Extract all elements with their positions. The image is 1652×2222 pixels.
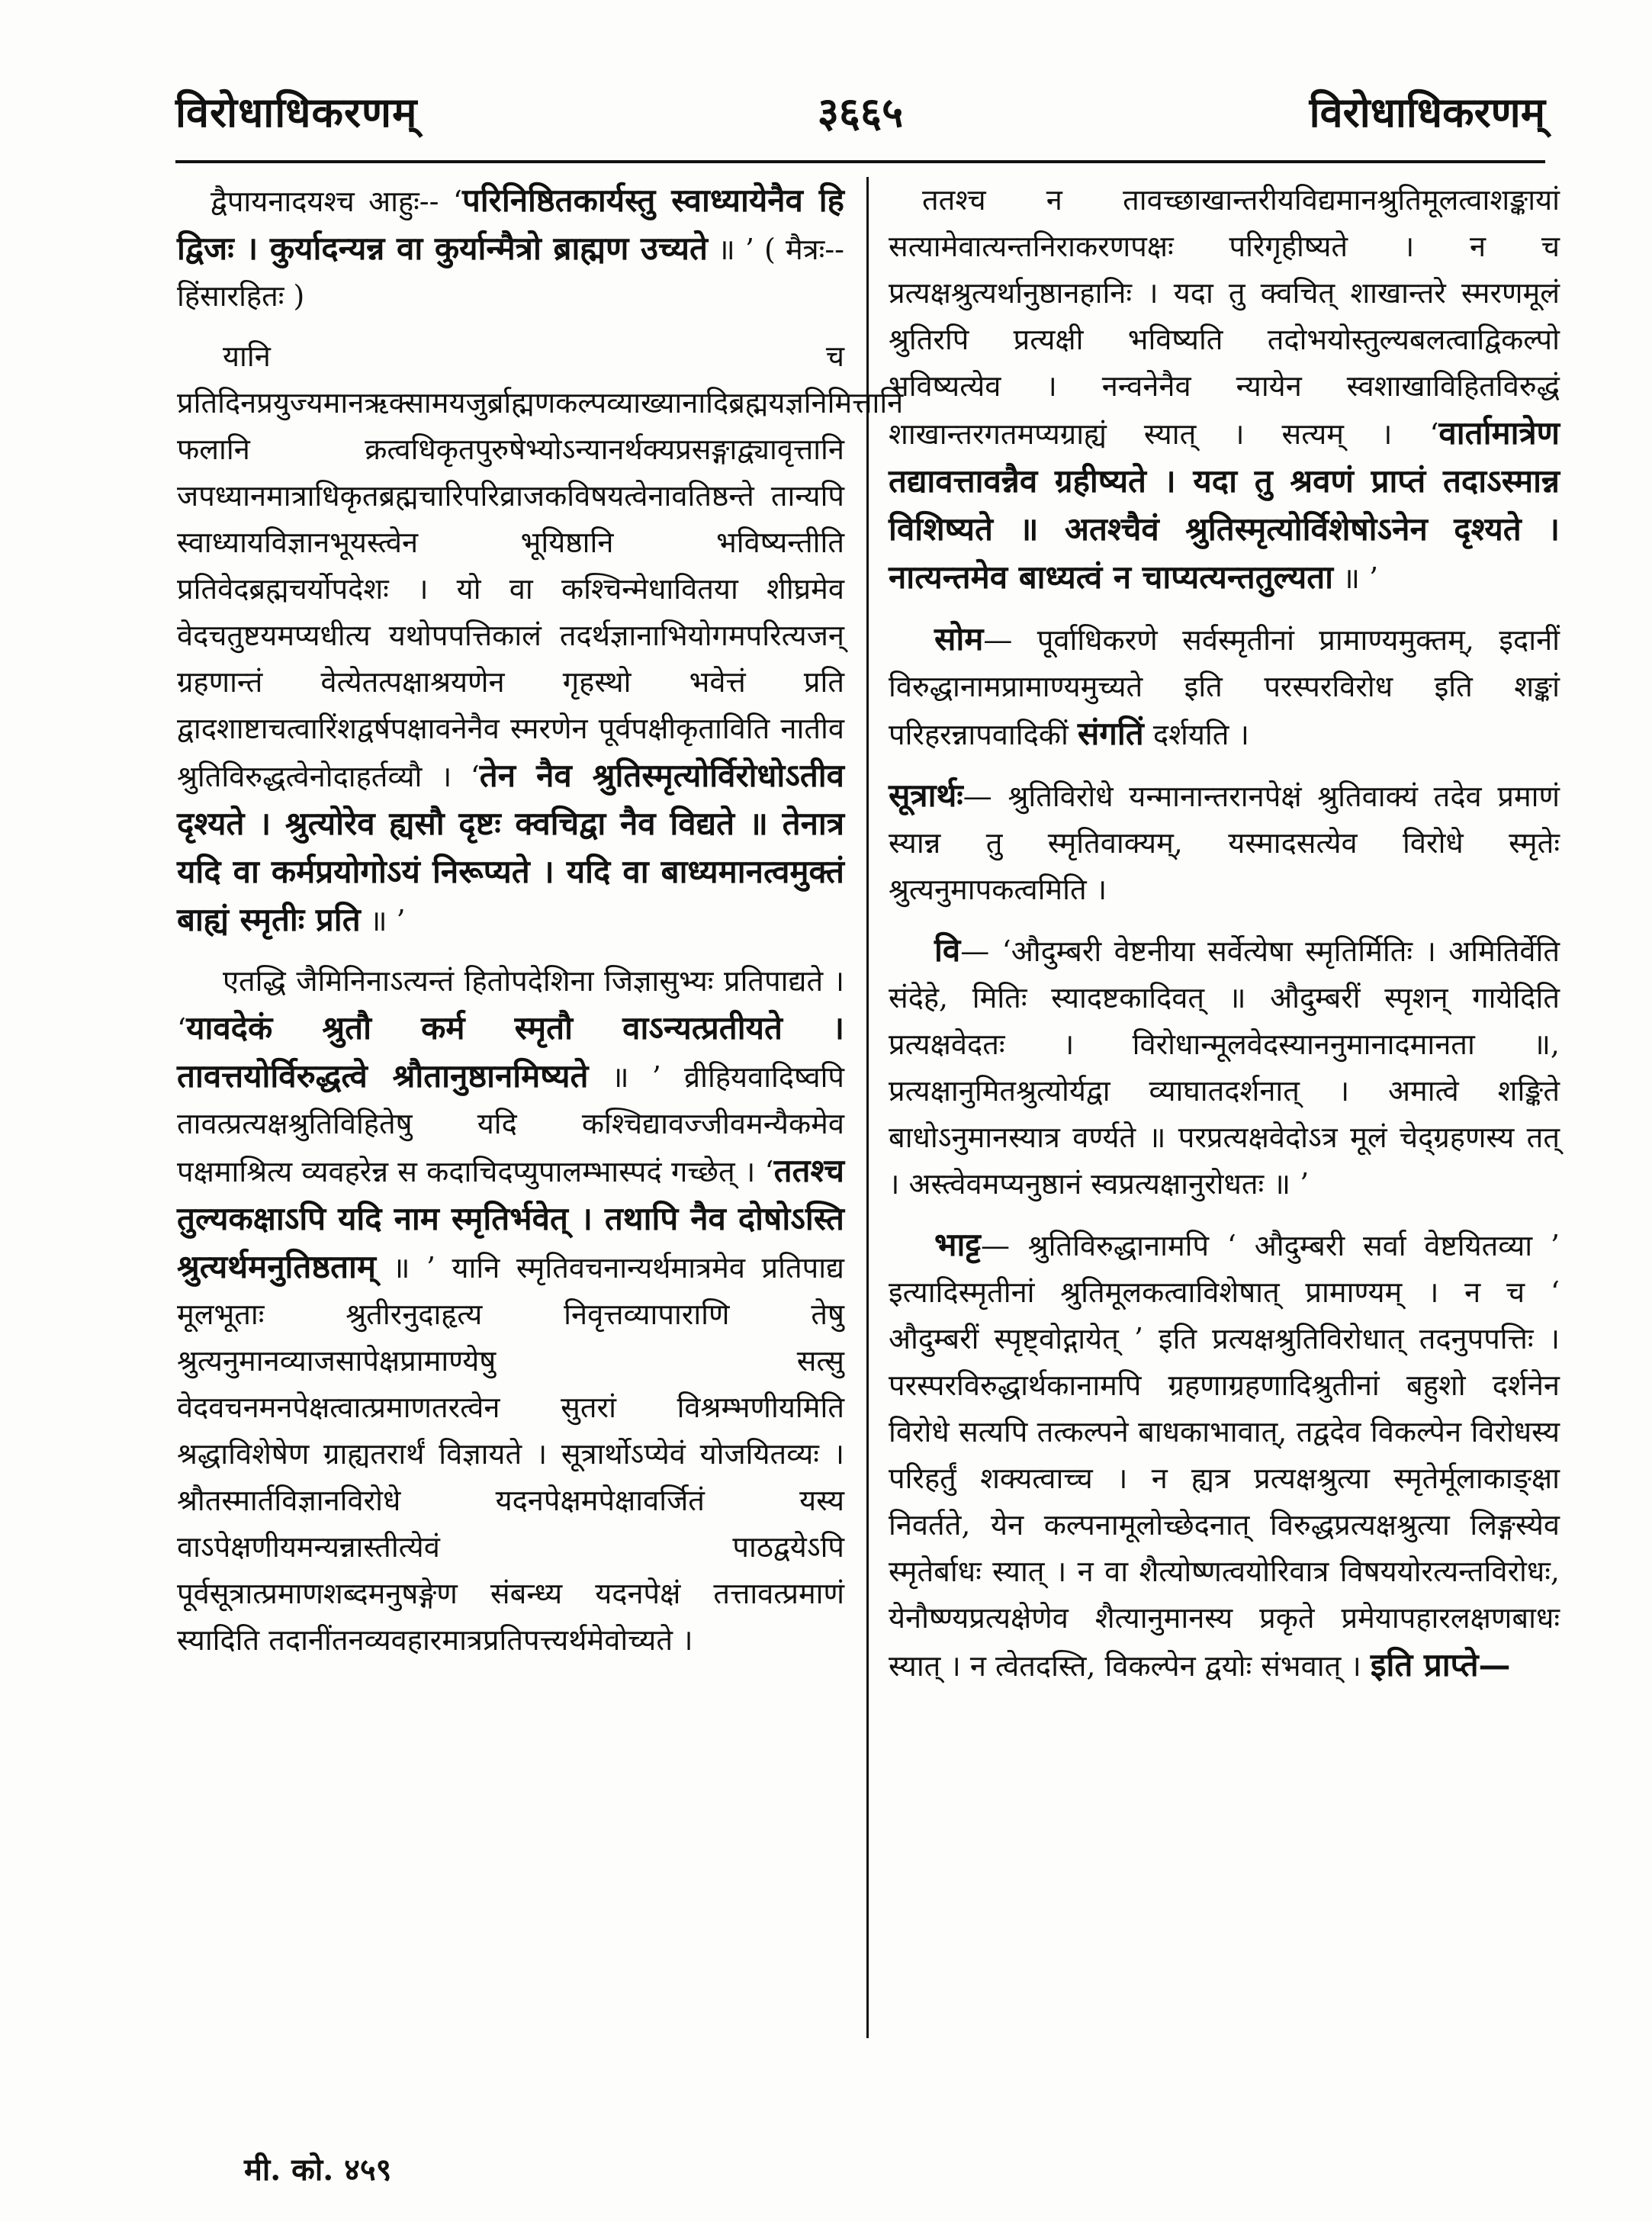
right-paragraph-bhatta	[889, 1221, 1560, 1690]
header-title-right: विरोधाधिकरणम्	[1309, 88, 1545, 137]
som-text: — पूर्वाधिकरणे सर्वस्मृतीनां प्रामाण्यमुक्तम्, इदानीं विरुद्धानामप्रामाण्यमुच्यते इति परस्परविरोध इति शङ्कां परिहरन्नापवादिकीं	[889, 623, 1560, 751]
footer-signature: मी. को. ४५९	[244, 2152, 392, 2188]
sutrartha-text: — श्रुतिविरोधे यन्मानान्तरानपेक्षं श्रुतिवाक्यं तदेव प्रमाणं स्यान्न तु स्मृतिवाक्यम्, यस्मादसत्येव विरोधे स्मृतेः श्रुत्यनुमापकत्वमिति ।	[889, 780, 1560, 906]
left-p3-quote-1: यावदेकं श्रुतौ कर्म स्मृतौ वाऽन्यत्प्रतीयते । तावत्तयोर्विरुद्धत्वे श्रौतानुष्ठानमिष्यते	[177, 1009, 844, 1095]
som-tail: दर्शयति ।	[1143, 718, 1249, 751]
header-title-left: विरोधाधिकरणम्	[175, 88, 418, 137]
right-p1-tail: ॥ ’	[1333, 561, 1379, 595]
left-paragraph-3	[177, 958, 844, 1664]
vi-text: — ‘औदुम्बरी वेष्टनीया सर्वेत्येषा स्मृतिर्मितिः । अमितिर्वेति संदेहे, मितिः स्यादष्टकादिवत् ॥ औदुम्बरीं स्पृशन् गायेदिति प्रत्यक्षवेदतः । विरोधान्मूलवेदस्याननुमानादमानता ॥, प्रत्यक्षानुमितश्रुत्योर्यद्वा व्याघातदर्शनात् । अमात्वे शङ्किते बाधोऽनुमानस्यात्र वर्ण्यते ॥ परप्रत्यक्षवेदोऽत्र मूलं चेद्ग्रहणस्य तत् । अस्त्वेवमप्यनुष्ठानं स्वप्रत्यक्षानुरोधतः ॥ ’	[889, 934, 1560, 1201]
left-p3-lead: एतद्धि जैमिनिनाऽत्यन्तं हितोपदेशिना जिज्ञासुभ्यः प्रतिपाद्यते । ‘	[177, 964, 844, 1046]
left-column	[177, 177, 904, 1677]
right-column	[889, 177, 1560, 1703]
right-paragraph-sutrartha	[889, 772, 1560, 913]
header-rule	[175, 160, 1545, 163]
left-paragraph-2	[177, 333, 904, 944]
left-p1-quote: परिनिष्ठितकार्यस्तु स्वाध्यायेनैव हि द्विजः । कुर्यादन्यन्न वा कुर्यान्मैत्रो ब्राह्मण उच्यते	[177, 182, 844, 267]
page-number: ३६६५	[817, 88, 904, 137]
left-paragraph-1	[177, 177, 844, 320]
vi-label: वि	[934, 931, 961, 969]
bhatta-end: इति प्राप्ते—	[1370, 1646, 1511, 1683]
right-p1-quote: वार्तामात्रेण तद्यावत्तावन्नैव ग्रहीष्यते । यदा तु श्रवणं प्राप्तं तदाऽस्मान्न विशिष्यते ॥ अतश्चैवं श्रुतिस्मृत्योर्विशेषोऽनेन दृश्यते । नात्यन्तमेव बाध्यत्वं न चाप्यत्यन्ततुल्यता	[889, 414, 1560, 596]
bhatta-text: — श्रुतिविरुद्धानामपि ‘ औदुम्बरी सर्वा वेष्टयितव्या ’ इत्यादिस्मृतीनां श्रुतिमूलकत्वाविशेषात् प्रामाण्यम् । न च ‘ औदुम्बरीं स्पृष्ट्वोद्गायेत् ’ इति प्रत्यक्षश्रुतिविरोधात् तदनुपपत्तिः । परस्परविरुद्धार्थकानामपि ग्रहणाग्रहणादिश्रुतीनां बहुशो दर्शनेन विरोधे सत्यपि तत्कल्पने बाधकाभावात्, तद्वदेव विकल्पेन विरोधस्य परिहर्तुं शक्यत्वाच्च । न ह्यत्र प्रत्यक्षश्रुत्या स्मृतेर्मूलाकाङ्क्षा निवर्तते, येन कल्पनामूलोच्छेदनात् विरुद्धप्रत्यक्षश्रुत्या लिङ्गस्येव स्मृतेर्बाधः स्यात् । न वा शैत्योष्णत्वयोरिवात्र विषययोरत्यन्तविरोधः, येनौष्ण्यप्रत्यक्षेणेव शैत्यानुमानस्य प्रकृते प्रमेयापहारलक्षणबाधः स्यात् । न त्वेतदस्ति, विकल्पेन द्वयोः संभवात् ।	[889, 1229, 1560, 1683]
left-p3-quote-2: ततश्च तुल्यकक्षाऽपि यदि नाम स्मृतिर्भवेत् । तथापि नैव दोषोऽस्ति श्रुत्यर्थमनुतिष्ठताम्	[177, 1152, 844, 1285]
left-p1-lead: द्वैपायनादयश्च आहुः-- ‘	[211, 185, 462, 218]
left-p2-text: यानि च प्रतिदिनप्रयुज्यमानऋक्सामयजुर्ब्राह्मणकल्पव्याख्यानादिब्रह्मयज्ञनिमित्तानि फलानि क्रत्वधिकृतपुरुषेभ्योऽन्यानर्थक्यप्रसङ्गाद्व्यावृत्तानि जपध्यानमात्राधिकृतब्रह्मचारिपरिव्राजकविषयत्वेनावतिष्ठन्ते तान्यपि स्वाध्यायविज्ञानभूयस्त्वेन भूयिष्ठानि भविष्यन्तीति प्रतिवेदब्रह्मचर्योपदेशः । यो वा कश्चिन्मेधावितया शीघ्रमेव वेदचतुष्टयमप्यधीत्य यथोपपत्तिकालं तदर्थज्ञानाभियोगमपरित्यजन् ग्रहणान्तं वेत्येतत्पक्षाश्रयणेन गृहस्थो भवेत्तं प्रति द्वादशाष्टाचत्वारिंशद्वर्षपक्षावनेनैव स्मरणेन पूर्वपक्षीकृताविति नातीव श्रुतिविरुद्धत्वेनोदाहर्तव्यौ । ‘	[177, 339, 904, 793]
right-p1-text: ततश्च न तावच्छाखान्तरीयविद्यमानश्रुतिमूलत्वाशङ्कायां सत्यामेवात्यन्तनिराकरणपक्षः परिगृहीष्यते । न च प्रत्यक्षश्रुत्यर्थानुष्ठानहानिः । यदा तु क्वचित् शाखान्तरे स्मरणमूलं श्रुतिरपि प्रत्यक्षी भविष्यति तदोभयोस्तुल्यबलत्वाद्विकल्पो भविष्यत्येव । नन्वनेनैव न्यायेन स्वशाखाविहितविरुद्धं शाखान्तरगतमप्यग्राह्यं स्यात् । सत्यम् । ‘	[889, 183, 1560, 451]
sangati-term: संगतिं	[1077, 715, 1144, 752]
left-p1-tail: ॥ ’ ( मैत्रः-- हिंसारहितः )	[177, 233, 845, 313]
left-p3-mid: ॥ ’ व्रीहियवादिष्वपि तावत्प्रत्यक्षश्रुतिविहितेषु यदि कश्चिद्यावज्जीवमन्यैकमेव पक्षमाश्रित्य व्यवहरेन्न स कदाचिदप्युपालम्भास्पदं गच्छेत् । ‘	[177, 1060, 845, 1188]
right-paragraph-vi	[889, 927, 1560, 1207]
sutrartha-label: सूत्रार्थः	[889, 777, 963, 814]
left-p3-tail: ॥ ’ यानि स्मृतिवचनान्यर्थमात्रमेव प्रतिपाद्य मूलभूताः श्रुतीरनुदाहृत्य निवृत्तव्यापाराणि तेषु श्रुत्यनुमानव्याजसापेक्षप्रामाण्येषु सत्सु वेदवचनमनपेक्षत्वात्प्रमाणतरत्वेन सुतरां विश्रम्भणीयमिति श्रद्धाविशेषेण ग्राह्यतरार्थं विज्ञायते । सूत्रार्थोऽप्येवं योजयितव्यः । श्रौतस्मार्तविज्ञानविरोधे यदनपेक्षमपेक्षावर्जितं यस्य वाऽपेक्षणीयमन्यन्नास्तीत्येवं पाठद्वयेऽपि पूर्वसूत्रात्प्रमाणशब्दमनुषङ्गेण संबन्ध्य यदनपेक्षं तत्तावत्प्रमाणं स्यादिति तदानींतनव्यवहारमात्रप्रतिपत्त्यर्थमेवोच्यते ।	[177, 1251, 844, 1657]
bhatta-label: भाट्ट	[934, 1226, 981, 1263]
column-divider	[866, 177, 869, 2038]
left-p2-quote: तेन नैव श्रुतिस्मृत्योर्विरोधोऽतीव दृश्यते । श्रुत्योरेव ह्यसौ दृष्टः क्वचिद्वा नैव विद्यते ॥ तेनात्र यदि वा कर्मप्रयोगोऽयं निरूप्यते । यदि वा बाध्यमानत्वमुक्तं बाह्यं स्मृतीः प्रति	[177, 757, 844, 938]
running-header	[175, 82, 1545, 143]
som-label: सोम	[934, 620, 984, 658]
right-paragraph-1	[889, 177, 1560, 602]
left-p2-tail: ॥ ’	[360, 904, 406, 937]
right-paragraph-som	[889, 616, 1560, 758]
